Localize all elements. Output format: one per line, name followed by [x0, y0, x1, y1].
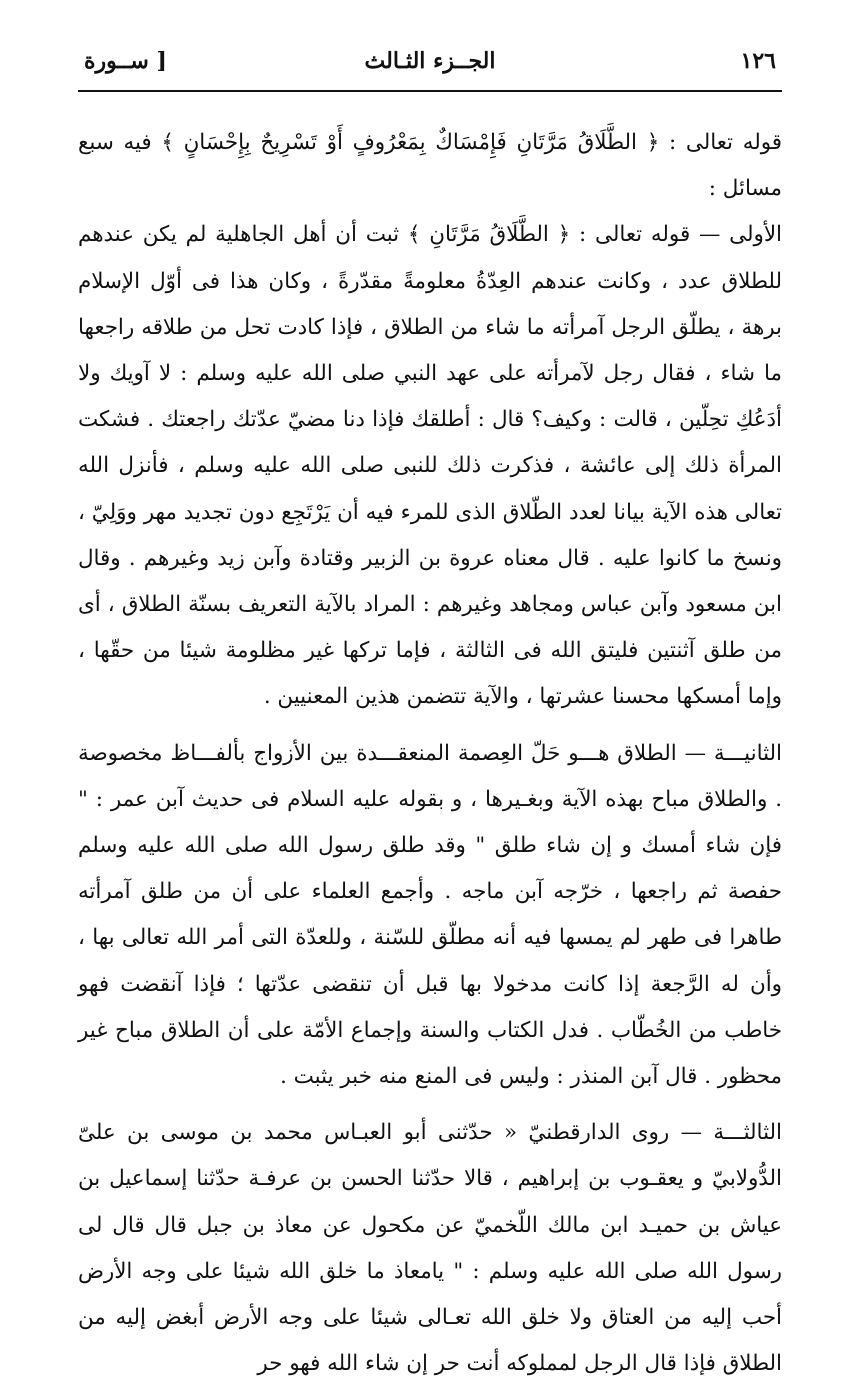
verse-intro: قوله تعالى : ﴿ الطَّلَاقُ مَرَّتَانِ فَإِمْسَاكٌ بِمَعْرُوفٍ أَوْ تَسْرِيحٌ بِإِحْسَانٍ ﴾ فيه سبع مسائل : — [78, 130, 782, 202]
issue-two-paragraph: الثانيـــة — الطلاق هـــو حَلّ العِصمة المنعقـــدة بين الأزواج بألفـــاظ مخصوصة . والطلاق مباح بهذه الآية وبغـيرها ، و بقوله عليه السلام فى حديث آبن عمر : " فإن شاء أمسك و إن شاء طلق " وقد طلق رسول الله صلى الله عليه وسلم حفصة ثم راجعها ، خرّجه آبن ماجه . وأجمع العلماء على أن من طلق آمرأته طاهرا فى طهر لم يمسها فيه أنه مطلّق للسّنة ، وللعدّة التى أمر الله تعالى بها ، وأن له الرَّجعة إذا كانت مدخولا بها قبل أن تنقضى عدّتها ؛ فإذا آنقضت فهو خاطب من الخُطّاب . فدل الكتاب والسنة وإجماع الأمّة على أن الطلاق مباح غير محظور . قال آبن المنذر : وليس فى المنع منه خبر يثبت . — [78, 740, 782, 1090]
page-number: ١٢٦ — [740, 48, 776, 74]
page-header — [78, 44, 782, 92]
issue-three-paragraph: الثالثـــة — روى الدارقطنيّ « حدّثنى أبو العبـاس محمد بن موسى بن علىّ الدُّولابيّ و يعقـوب بن إبراهيم ، قالا حدّثنا الحسن بن عرفـة حدّثنا إسماعيل بن عياش بن حميـد ابن مالك اللّخميّ عن مكحول عن معاذ بن جبل قال قال لى رسول الله صلى الله عليه وسلم : " يامعاذ ما خلق الله شيئا على وجه الأرض أحب إليه من العتاق ولا خلق الله تعـالى شيئا على وجه الأرض أبغض إليه من الطلاق فإذا قال الرجل لمملوكه أنت حر إن شاء الله فهو حر — [78, 1120, 782, 1377]
body-text — [78, 120, 782, 1387]
running-title: الجــزء الثـالث — [364, 48, 496, 74]
surah-label: [ ســورة — [84, 48, 167, 74]
issue-one-paragraph: الأولى — قوله تعالى : ﴿ الطَّلَاقُ مَرَّتَانِ ﴾ ثبت أن أهل الجاهلية لم يكن عندهم للطلاق عدد ، وكانت عندهم العِدّةُ معلومةً مقدّرةً ، وكان هذا فى أوّل الإسلام برهة ، يطلّق الرجل آمرأته ما شاء من الطلاق ، فإذا كادت تحل من طلاقه راجعها ما شاء ، فقال رجل لآمرأته على عهد النبي صلى الله عليه وسلم : لا آويك ولا أدَعُكِ تحِلّين ، قالت : وكيف؟ قال : أطلقك فإذا دنا مضيّ عدّتك راجعتك . فشكت المرأة ذلك إلى عائشة ، فذكرت ذلك للنبى صلى الله عليه وسلم ، فأنزل الله تعالى هذه الآية بيانا لعدد الطّلاق الذى للمرء فيه أن يَرْتَجِع دون تجديد مهر ووَلِيّ ، ونسخ ما كانوا عليه . قال معناه عروة بن الزبير وقتادة وآبن زيد وغيرهم . وقال ابن مسعود وآبن عباس ومجاهد وغيرهم : المراد بالآية التعريف بسنّة الطلاق ، أى من طلق آثنتين فليتق الله فى الثالثة ، فإما تركها غير مظلومة شيئا من حقّها ، وإما أمسكها محسنا عشرتها ، والآية تتضمن هذين المعنيين . — [78, 222, 782, 710]
